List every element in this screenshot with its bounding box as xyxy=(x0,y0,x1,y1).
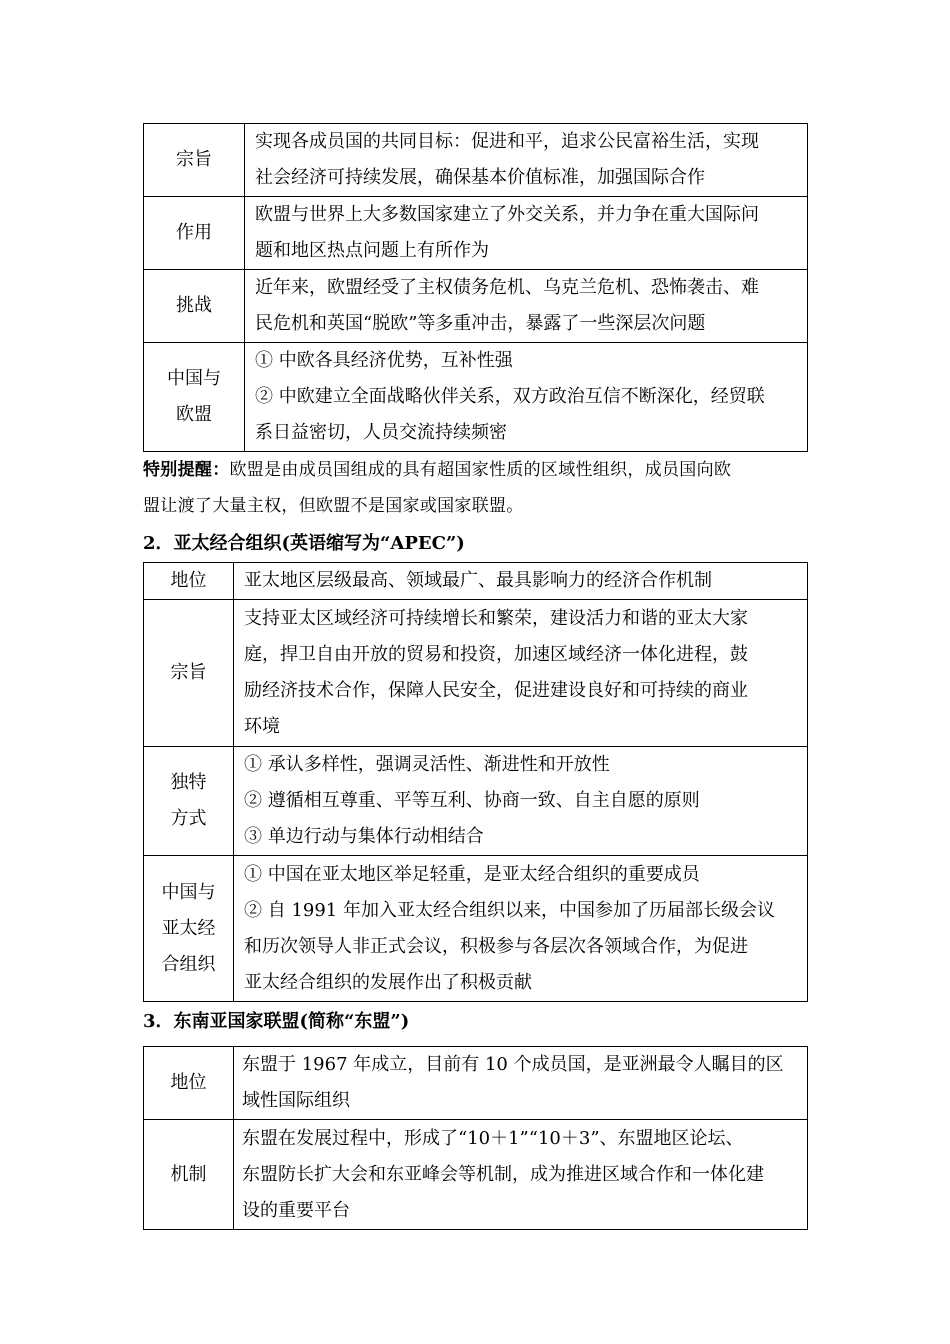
text-line: ① 中欧各具经济优势，互补性强 xyxy=(255,350,513,371)
row-value xyxy=(245,197,808,270)
text-line: 中国与 xyxy=(167,368,221,389)
row-value xyxy=(234,1120,808,1230)
table-row xyxy=(144,270,808,343)
text-line: 民危机和英国“脱欧”等多重冲击，暴露了一些深层次问题 xyxy=(255,313,706,334)
text-line: 亚太地区层级最高、领域最广、最具影响力的经济合作机制 xyxy=(244,570,712,591)
table-row xyxy=(144,856,808,1002)
table-row xyxy=(144,197,808,270)
row-key: 地位 xyxy=(144,1047,234,1120)
row-key xyxy=(144,856,234,1002)
row-value xyxy=(245,270,808,343)
row-key: 机制 xyxy=(144,1120,234,1230)
text-line: 庭，捍卫自由开放的贸易和投资，加速区域经济一体化进程，鼓 xyxy=(244,644,748,665)
text-line: 近年来，欧盟经受了主权债务危机、乌克兰危机、恐怖袭击、难 xyxy=(255,277,759,298)
table-row xyxy=(144,563,808,600)
text-line: 题和地区热点问题上有所作为 xyxy=(255,240,489,261)
text-line: 亚太经 xyxy=(161,917,216,939)
text-line: ② 中欧建立全面战略伙伴关系，双方政治互信不断深化，经贸联 xyxy=(255,386,765,407)
special-reminder xyxy=(143,452,807,524)
apec-table xyxy=(143,562,808,1002)
text-line: ① 承认多样性，强调灵活性、渐进性和开放性 xyxy=(244,754,610,775)
text-line: 亚太经合组织的发展作出了积极贡献 xyxy=(244,971,532,993)
text-line: 东盟在发展过程中，形成了“10＋1”“10＋3”、东盟地区论坛、 xyxy=(242,1127,744,1149)
row-key: 地位 xyxy=(144,563,234,600)
table-row xyxy=(144,747,808,856)
table-row xyxy=(144,343,808,452)
row-value xyxy=(245,124,808,197)
text-line: 欧盟 xyxy=(176,404,212,425)
text-line: 独特 xyxy=(170,772,207,793)
text-line: 盟让渡了大量主权，但欧盟不是国家或国家联盟。 xyxy=(143,496,524,516)
text-line: 支持亚太区域经济可持续增长和繁荣，建设活力和谐的亚太大家 xyxy=(244,608,748,629)
row-key: 作用 xyxy=(144,197,245,270)
row-value xyxy=(234,856,808,1002)
row-key: 宗旨 xyxy=(144,124,245,197)
section-heading-apec: 2．亚太经合组织(英语缩写为“APEC”) xyxy=(143,533,465,554)
text-line xyxy=(143,452,807,488)
text-line: 中国与 xyxy=(161,881,216,903)
text-line: ③ 单边行动与集体行动相结合 xyxy=(244,826,484,847)
document-page xyxy=(143,123,807,1230)
row-key: 宗旨 xyxy=(144,600,234,747)
text-line: 东盟防长扩大会和东亚峰会等机制，成为推进区域合作和一体化建 xyxy=(242,1163,764,1185)
text-line: ① 中国在亚太地区举足轻重，是亚太经合组织的重要成员 xyxy=(244,863,700,885)
text-line: ② 遵循相互尊重、平等互利、协商一致、自主自愿的原则 xyxy=(244,790,700,811)
text-line: 欧盟与世界上大多数国家建立了外交关系，并力争在重大国际问 xyxy=(255,204,759,225)
text-line: 和历次领导人非正式会议，积极参与各层次各领域合作，为促进 xyxy=(244,935,748,957)
text-line: 环境 xyxy=(244,716,280,737)
table-row xyxy=(144,1120,808,1230)
table-row xyxy=(144,1047,808,1120)
table-row xyxy=(144,600,808,747)
text-line: 东盟于 1967 年成立，目前有 10 个成员国，是亚洲最令人瞩目的区 xyxy=(242,1054,784,1075)
row-value xyxy=(234,1047,808,1120)
text-line: ② 自 1991 年加入亚太经合组织以来，中国参加了历届部长级会议 xyxy=(244,899,775,921)
row-key: 挑战 xyxy=(144,270,245,343)
row-value xyxy=(234,600,808,747)
table-row xyxy=(144,124,808,197)
text-line: 设的重要平台 xyxy=(242,1199,350,1221)
row-value xyxy=(245,343,808,452)
text-line: 合组织 xyxy=(161,953,216,975)
text-line: 励经济技术合作，保障人民安全，促进建设良好和可持续的商业 xyxy=(244,680,748,701)
text-line: 实现各成员国的共同目标：促进和平，追求公民富裕生活，实现 xyxy=(255,131,759,152)
row-value xyxy=(234,563,808,600)
row-value xyxy=(234,747,808,856)
row-key xyxy=(144,747,234,856)
text-line: 系日益密切，人员交流持续频密 xyxy=(255,422,507,443)
row-key xyxy=(144,343,245,452)
text-line: 域性国际组织 xyxy=(242,1090,350,1111)
section-heading-asean: 3．东南亚国家联盟(简称“东盟”) xyxy=(143,1011,410,1032)
reminder-text: 欧盟是由成员国组成的具有超国家性质的区域性组织，成员国向欧 xyxy=(229,460,732,480)
eu-table xyxy=(143,123,808,452)
asean-table xyxy=(143,1046,808,1230)
text-line: 社会经济可持续发展，确保基本价值标准，加强国际合作 xyxy=(255,167,705,188)
reminder-label: 特别提醒： xyxy=(143,460,230,480)
text-line: 方式 xyxy=(170,808,207,829)
